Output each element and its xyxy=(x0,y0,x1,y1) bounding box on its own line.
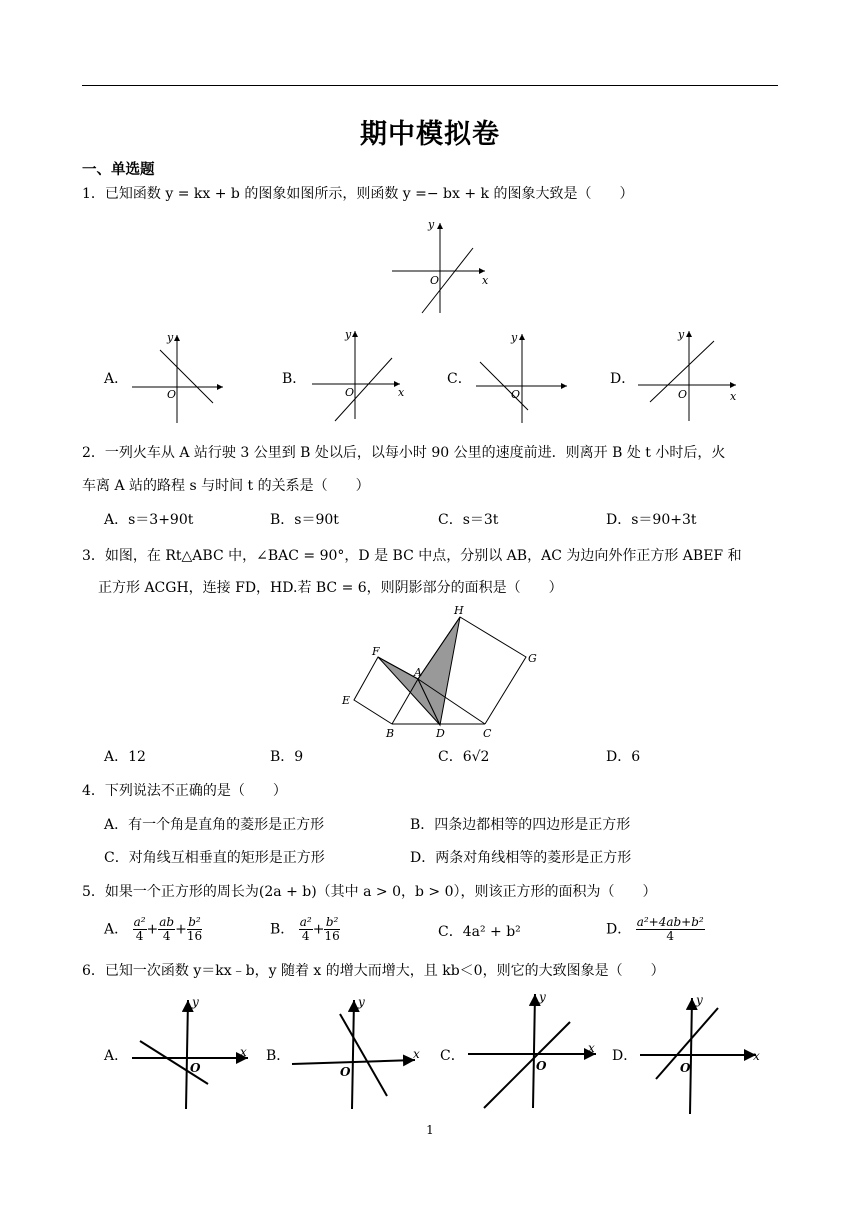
q4-option-c[interactable]: C．对角线互相垂直的矩形是正方形 xyxy=(104,850,325,866)
q6-option-b[interactable]: B． xyxy=(266,1048,291,1064)
q6-option-d[interactable]: D． xyxy=(612,1048,638,1064)
svg-text:O: O xyxy=(536,1059,547,1073)
q6-option-c[interactable]: C． xyxy=(440,1048,465,1064)
page-title: 期中模拟卷 xyxy=(360,119,500,150)
svg-text:D: D xyxy=(436,727,445,740)
svg-text:y: y xyxy=(511,331,518,344)
q6-graph-b xyxy=(290,996,425,1111)
svg-text:y: y xyxy=(696,993,703,1007)
svg-text:G: G xyxy=(528,652,537,665)
question-4: 4．下列说法不正确的是（ ） xyxy=(82,783,287,799)
q1-graph-b xyxy=(310,326,415,421)
q1-graph-a xyxy=(130,330,230,425)
q3-option-c[interactable]: C．6√2 xyxy=(438,749,490,765)
q2-option-a[interactable]: A．s＝3+90t xyxy=(104,512,194,528)
svg-text:y: y xyxy=(167,331,174,344)
page-number: 1 xyxy=(426,1123,434,1137)
q1-option-d[interactable]: D． xyxy=(610,371,636,387)
svg-text:E: E xyxy=(342,694,351,707)
q6-graph-a xyxy=(130,996,255,1111)
svg-text:C: C xyxy=(483,727,492,740)
q3-option-a[interactable]: A．12 xyxy=(104,749,146,765)
svg-text:O: O xyxy=(511,388,521,401)
q4-option-b[interactable]: B．四条边都相等的四边形是正方形 xyxy=(410,817,631,833)
svg-text:x: x xyxy=(413,1047,420,1061)
q1-option-c[interactable]: C． xyxy=(447,371,472,387)
question-1: 1．已知函数 y = kx + b 的图象如图所示，则函数 y =− bx + k 的图象大致是（ ） xyxy=(82,186,634,202)
svg-text:O: O xyxy=(680,1061,691,1075)
header-rule xyxy=(82,85,778,86)
svg-text:O: O xyxy=(340,1065,351,1079)
q1-option-a[interactable]: A． xyxy=(104,371,129,387)
q3-geometry-figure xyxy=(340,600,550,740)
q3-option-b[interactable]: B．9 xyxy=(270,749,304,765)
svg-text:x: x xyxy=(482,274,489,287)
q3-option-d[interactable]: D．6 xyxy=(606,749,641,765)
question-3-line-2: 正方形 ACGH，连接 FD，HD.若 BC = 6，则阴影部分的面积是（ ） xyxy=(98,580,563,596)
q6-option-a[interactable]: A． xyxy=(104,1048,129,1064)
q6-graph-c xyxy=(466,990,606,1110)
q2-option-d[interactable]: D．s＝90+3t xyxy=(606,512,697,528)
q1-origin-label: O xyxy=(430,274,440,287)
q5-option-b[interactable]: B． $\frac{\text{a²}}{4}$ + $\frac{\text{b²}}{16}$ xyxy=(270,915,340,943)
svg-text:O: O xyxy=(678,388,688,401)
q1-graph-d xyxy=(636,326,746,421)
question-2-line-2: 车离 A 站的路程 s 与时间 t 的关系是（ ） xyxy=(82,478,370,494)
q2-option-c[interactable]: C．s＝3t xyxy=(438,512,499,528)
svg-text:F: F xyxy=(372,645,380,658)
svg-text:y: y xyxy=(345,328,352,341)
svg-text:x: x xyxy=(240,1045,247,1059)
q4-option-a[interactable]: A．有一个角是直角的菱形是正方形 xyxy=(104,817,325,833)
question-2-line-1: 2．一列火车从 A 站行驶 3 公里到 B 处以后，以每小时 90 公里的速度前进．则离开 B 处 t 小时后，火 xyxy=(82,445,726,461)
question-5: 5．如果一个正方形的周长为(2a + b)（其中 a > 0，b > 0），则该正方形的面积为（ ） xyxy=(82,884,657,900)
section-heading: 一、单选题 xyxy=(82,162,155,178)
svg-text:y: y xyxy=(358,995,365,1009)
svg-text:O: O xyxy=(167,388,177,401)
svg-text:x: x xyxy=(730,390,737,403)
svg-text:O: O xyxy=(345,386,355,399)
q1-option-b[interactable]: B． xyxy=(282,371,307,387)
q5-option-a[interactable]: A． $\frac{\text{a²}}{4}$ + $\frac{ab}{4}$ + $\frac{\text{b²}}{16}$ xyxy=(104,915,203,943)
question-3-line-1: 3．如图，在 Rt△ABC 中，∠BAC = 90°，D 是 BC 中点，分别以 AB，AC 为边向外作正方形 ABEF 和 xyxy=(82,548,742,564)
svg-text:x: x xyxy=(753,1049,760,1063)
q5-option-d[interactable]: D． $\frac{\text{a²+4ab+b²}}{4}$ xyxy=(606,915,704,943)
q4-option-d[interactable]: D．两条对角线相等的菱形是正方形 xyxy=(410,850,632,866)
svg-text:O: O xyxy=(190,1061,201,1075)
q1-graph-c xyxy=(474,330,579,425)
svg-text:y: y xyxy=(678,328,685,341)
q2-option-b[interactable]: B．s＝90t xyxy=(270,512,339,528)
svg-text:y: y xyxy=(428,218,435,231)
svg-text:y: y xyxy=(192,995,199,1009)
svg-text:x: x xyxy=(398,386,405,399)
svg-text:A: A xyxy=(414,666,422,679)
svg-text:B: B xyxy=(386,727,395,740)
svg-text:y: y xyxy=(539,990,546,1004)
q6-graph-d xyxy=(638,994,766,1116)
svg-text:x: x xyxy=(588,1041,595,1055)
svg-text:H: H xyxy=(454,604,464,617)
q1-main-graph xyxy=(390,218,500,318)
question-6: 6．已知一次函数 y＝kx﹣b，y 随着 x 的增大而增大，且 kb＜0，则它的大致图象是（ ） xyxy=(82,963,665,979)
q5-option-c[interactable]: C．4a² + b² xyxy=(438,924,521,940)
